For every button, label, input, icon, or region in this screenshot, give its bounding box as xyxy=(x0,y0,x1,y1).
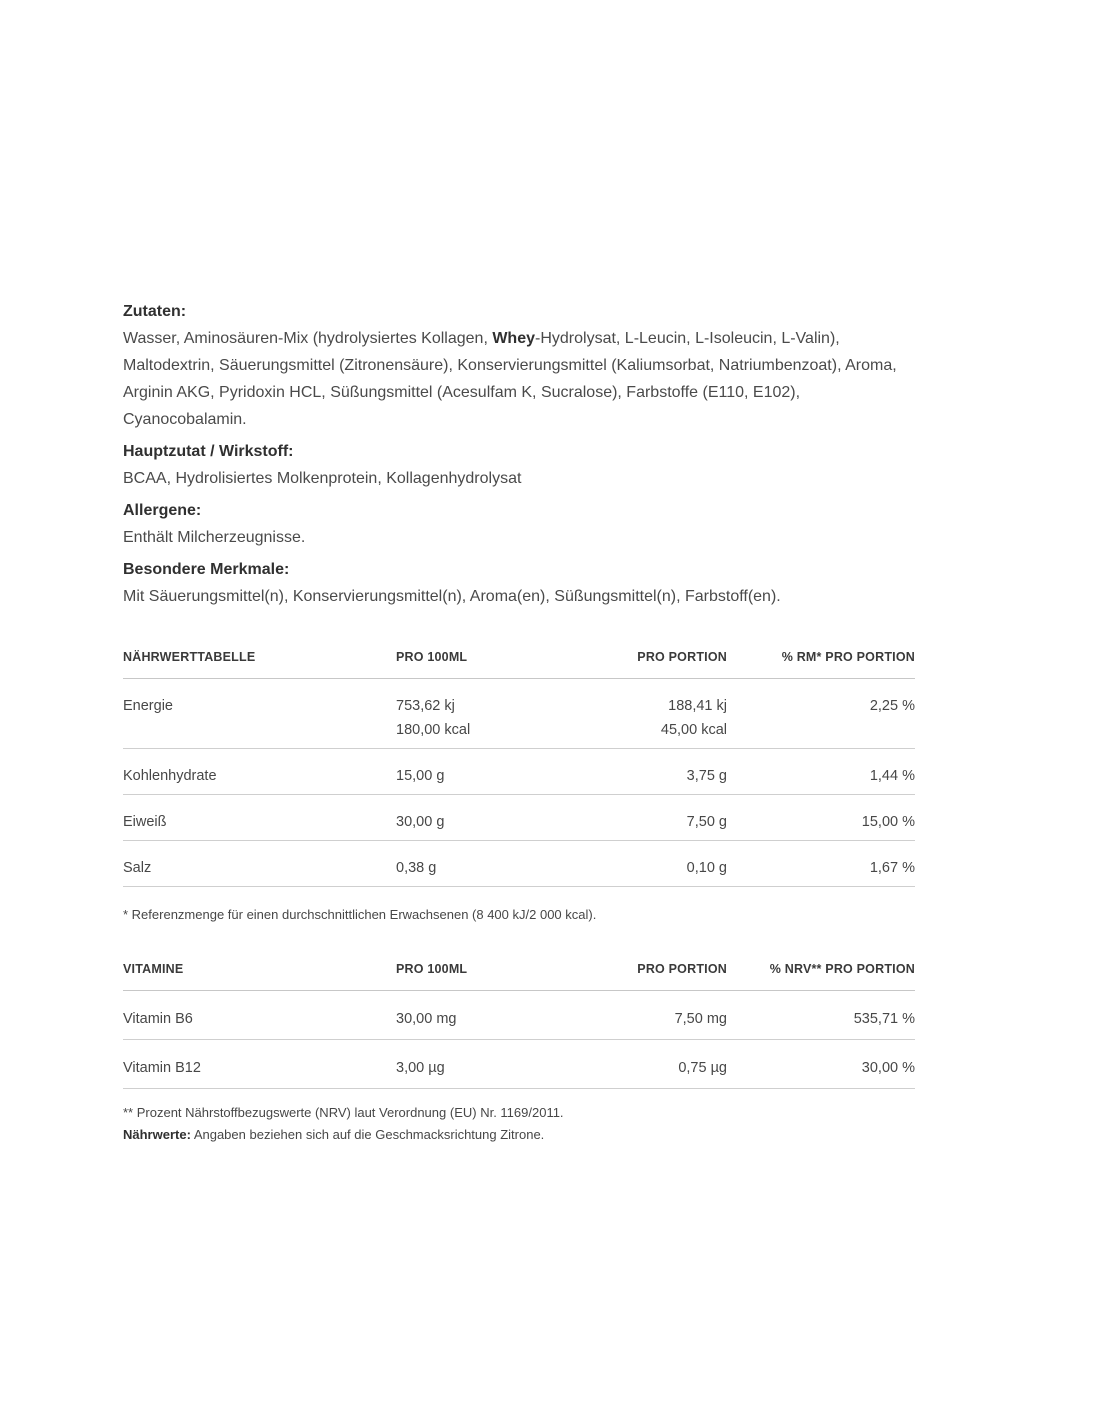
table-row-eiweiss xyxy=(123,795,915,841)
hauptzutat-heading: Hauptzutat / Wirkstoff: xyxy=(123,443,294,460)
table-row-salz xyxy=(123,841,915,887)
row-percent: 1,67 % xyxy=(869,860,915,876)
nutrition-header-per-100ml: PRO 100ML xyxy=(396,650,468,664)
row-per-100ml: 30,00 g xyxy=(396,814,445,830)
row-per-portion: 7,50 mg xyxy=(674,1011,727,1027)
row-label: Kohlenhydrate xyxy=(123,768,217,784)
row-per-portion: 7,50 g xyxy=(686,814,727,830)
nutrition-header-percent-rm: % RM* PRO PORTION xyxy=(781,650,915,664)
row-label: Vitamin B12 xyxy=(123,1060,201,1076)
vitamins-header-per-portion: PRO PORTION xyxy=(637,962,727,976)
vitamins-header-percent-nrv: % NRV** PRO PORTION xyxy=(769,962,915,976)
section-allergene xyxy=(123,497,915,551)
row-percent: 1,44 % xyxy=(869,768,915,784)
section-zutaten xyxy=(123,298,915,433)
section-hauptzutat xyxy=(123,438,915,492)
vitamins-footnotes xyxy=(123,1102,915,1146)
table-row-energie xyxy=(123,679,915,749)
row-percent: 535,71 % xyxy=(853,1011,915,1027)
value-line: 188,41 kj xyxy=(668,698,727,714)
row-label: Vitamin B6 xyxy=(123,1011,193,1027)
vitamins-header-per-100ml: PRO 100ML xyxy=(396,962,468,976)
value-line: 45,00 kcal xyxy=(660,722,727,738)
row-per-portion: 3,75 g xyxy=(686,768,727,784)
row-per-portion: 0,75 µg xyxy=(678,1060,727,1076)
nrv-footnote: ** Prozent Nährstoffbezugswerte (NRV) laut Verordnung (EU) Nr. 1169/2011. xyxy=(123,1105,564,1120)
vitamins-table xyxy=(123,960,915,1089)
value-line: 753,62 kj xyxy=(396,698,455,714)
zutaten-line-1-bold: Whey xyxy=(492,330,535,347)
table-row-kohlenhydrate xyxy=(123,749,915,795)
vitamins-table-header-row xyxy=(123,960,915,991)
table-row-vitamin-b12 xyxy=(123,1040,915,1089)
row-percent: 30,00 % xyxy=(861,1060,915,1076)
allergene-heading: Allergene: xyxy=(123,502,202,519)
zutaten-line-3: Arginin AKG, Pyridoxin HCL, Süßungsmittel (Acesulfam K, Sucralose), Farbstoffe (E110, E102), xyxy=(123,384,801,401)
nutrition-header-label: NÄHRWERTTABELLE xyxy=(123,650,256,664)
merkmale-heading: Besondere Merkmale: xyxy=(123,561,290,578)
zutaten-line-1 xyxy=(123,325,915,352)
nutrition-header-per-portion: PRO PORTION xyxy=(637,650,727,664)
merkmale-text: Mit Säuerungsmittel(n), Konservierungsmittel(n), Aroma(en), Süßungsmittel(n), Farbstoff(en). xyxy=(123,588,781,605)
naehrwerte-footnote-text: Angaben beziehen sich auf die Geschmacksrichtung Zitrone. xyxy=(190,1127,545,1142)
row-per-100ml: 15,00 g xyxy=(396,768,445,784)
row-percent: 15,00 % xyxy=(861,814,915,830)
hauptzutat-text: BCAA, Hydrolisiertes Molkenprotein, Kollagenhydrolysat xyxy=(123,470,522,487)
row-per-100ml: 3,00 µg xyxy=(396,1060,445,1076)
zutaten-heading: Zutaten: xyxy=(123,303,187,320)
zutaten-line-4: Cyanocobalamin. xyxy=(123,411,247,428)
row-percent: 2,25 % xyxy=(869,698,915,714)
zutaten-line-1-pre: Wasser, Aminosäuren-Mix (hydrolysiertes Kollagen, xyxy=(123,330,493,347)
row-per-100ml xyxy=(396,694,569,742)
row-label: Eiweiß xyxy=(123,814,167,830)
row-per-portion xyxy=(569,694,727,742)
product-info-content xyxy=(123,298,915,1146)
zutaten-line-1-post: -Hydrolysat, L-Leucin, L-Isoleucin, L-Valin), xyxy=(535,330,840,347)
value-line: 180,00 kcal xyxy=(396,722,471,738)
table-row-vitamin-b6 xyxy=(123,991,915,1040)
naehrwerte-footnote-label: Nährwerte: xyxy=(123,1127,191,1142)
nutrition-footnote: * Referenzmenge für einen durchschnittlichen Erwachsenen (8 400 kJ/2 000 kcal). xyxy=(123,907,597,922)
naehrwerte-footnote xyxy=(123,1124,915,1146)
row-per-100ml: 0,38 g xyxy=(396,860,437,876)
section-merkmale xyxy=(123,556,915,610)
nutrition-table-header-row xyxy=(123,648,915,679)
row-per-100ml: 30,00 mg xyxy=(396,1011,457,1027)
zutaten-line-2: Maltodextrin, Säuerungsmittel (Zitronensäure), Konservierungsmittel (Kaliumsorbat, Natriumbenzoat), Aroma, xyxy=(123,357,897,374)
nutrition-table xyxy=(123,648,915,887)
row-per-portion: 0,10 g xyxy=(686,860,727,876)
row-label: Salz xyxy=(123,860,152,876)
zutaten-text xyxy=(123,325,915,433)
row-label: Energie xyxy=(123,698,173,714)
vitamins-header-label: VITAMINE xyxy=(123,962,184,976)
allergene-text: Enthält Milcherzeugnisse. xyxy=(123,529,306,546)
